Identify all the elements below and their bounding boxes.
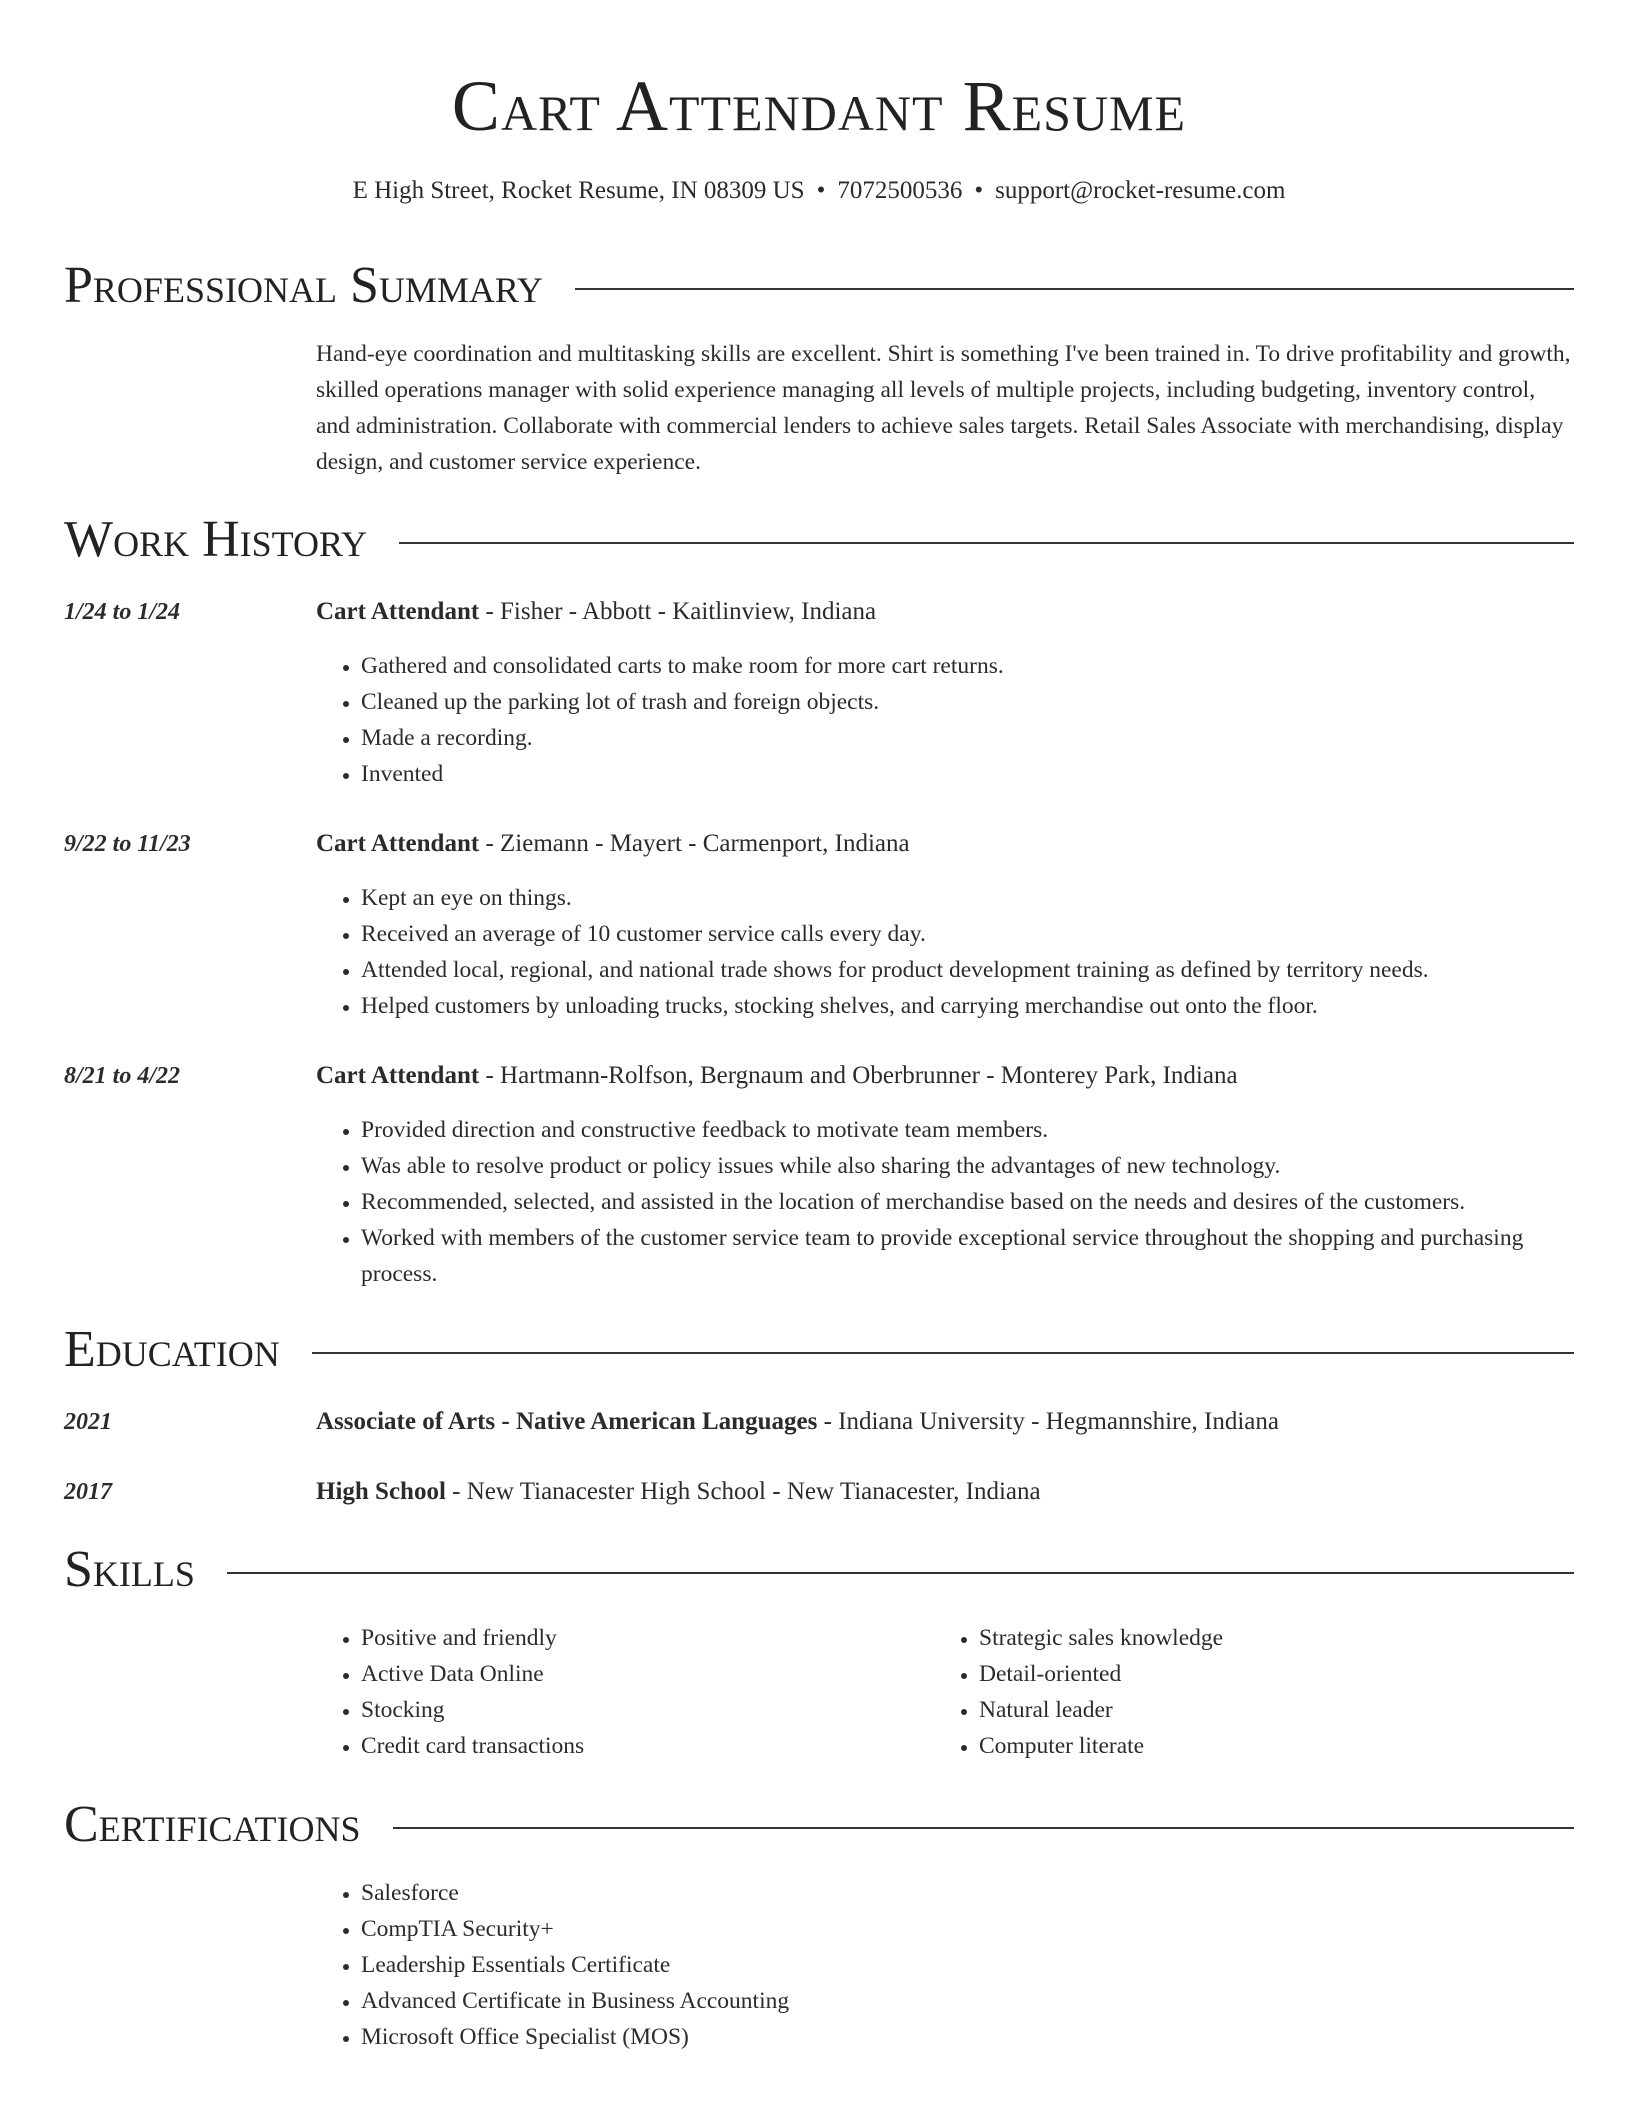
job-title-line <box>316 827 1574 861</box>
job-title-line <box>316 595 1574 629</box>
list-item: • Strategic sales knowledge <box>979 1620 1579 1656</box>
education-details: - New Tianacester High School - New Tianacester, Indiana <box>445 1478 1041 1505</box>
list-item: • Was able to resolve product or policy issues while also sharing the advantages of new technology. <box>361 1148 1581 1184</box>
list-item: • Received an average of 10 customer service calls every day. <box>361 916 1581 952</box>
section-heading-summary <box>64 254 1574 318</box>
job-title: Cart Attendant <box>316 1062 480 1089</box>
section-divider <box>312 1352 1574 1354</box>
contact-separator: • <box>816 177 826 204</box>
contact-address: E High Street, Rocket Resume, IN 08309 US <box>352 177 805 204</box>
job-details: - Ziemann - Mayert - Carmenport, Indiana <box>479 830 910 857</box>
section-heading-certifications <box>64 1793 1574 1857</box>
job-title: Cart Attendant <box>316 598 480 625</box>
list-item: • Invented <box>361 756 1581 792</box>
section-title: Certifications <box>64 1796 361 1853</box>
certifications-list <box>316 1875 1581 2055</box>
contact-email: support@rocket-resume.com <box>995 177 1286 204</box>
section-title: Professional Summary <box>64 257 543 314</box>
education-year: 2021 <box>64 1409 112 1435</box>
list-item: • Cleaned up the parking lot of trash and foreign objects. <box>361 684 1581 720</box>
job-bullets <box>316 1112 1581 1292</box>
skills-list-right <box>934 1620 1579 1764</box>
list-item: • Helped customers by unloading trucks, stocking shelves, and carrying merchandise out onto the floor. <box>361 988 1581 1024</box>
job-bullets <box>316 648 1581 792</box>
job-title: Cart Attendant <box>316 830 480 857</box>
job-bullets <box>316 880 1581 1024</box>
list-item: • Positive and friendly <box>361 1620 1581 1656</box>
section-heading-skills <box>64 1538 1574 1602</box>
list-item: • Salesforce <box>361 1875 1581 1911</box>
section-divider <box>399 542 1574 544</box>
section-divider <box>575 288 1574 290</box>
job-title-line <box>316 1059 1574 1093</box>
education-degree: High School <box>316 1478 446 1505</box>
list-item: • Detail-oriented <box>979 1656 1579 1692</box>
section-title: Education <box>64 1321 280 1378</box>
list-item: • Advanced Certificate in Business Accounting <box>361 1983 1581 2019</box>
education-line <box>316 1475 1574 1509</box>
contact-separator: • <box>974 177 984 204</box>
education-line <box>316 1405 1574 1439</box>
section-heading-work-history <box>64 508 1574 572</box>
job-details: - Fisher - Abbott - Kaitlinview, Indiana <box>479 598 877 625</box>
summary-text: Hand-eye coordination and multitasking skills are excellent. Shirt is something I've been trained in. To drive profitability and growth, skilled operations manager with solid experience managing all levels of multiple projects, including budgeting, inventory control, and administration. Collaborate with commercial lenders to achieve sales targets. Retail Sales Associate with merchandising, display design, and customer service experience. <box>316 341 1571 475</box>
list-item: • Recommended, selected, and assisted in the location of merchandise based on the needs and desires of the customers. <box>361 1184 1581 1220</box>
section-heading-education <box>64 1318 1574 1382</box>
list-item: • Kept an eye on things. <box>361 880 1581 916</box>
list-item: • Stocking <box>361 1692 1581 1728</box>
list-item: • Provided direction and constructive feedback to motivate team members. <box>361 1112 1581 1148</box>
job-details: - Hartmann-Rolfson, Bergnaum and Oberbrunner - Monterey Park, Indiana <box>479 1062 1238 1089</box>
section-title: Skills <box>64 1541 195 1598</box>
list-item: • Made a recording. <box>361 720 1581 756</box>
list-item: • Credit card transactions <box>361 1728 1581 1764</box>
education-year: 2017 <box>64 1479 112 1505</box>
list-item: • Leadership Essentials Certificate <box>361 1947 1581 1983</box>
section-divider <box>227 1572 1574 1574</box>
list-item: • Worked with members of the customer service team to provide exceptional service throughout the shopping and purchasing process. <box>361 1220 1581 1292</box>
list-item: • Attended local, regional, and national trade shows for product development training as defined by territory needs. <box>361 952 1581 988</box>
list-item: • Natural leader <box>979 1692 1579 1728</box>
job-dates: 9/22 to 11/23 <box>64 831 191 857</box>
job-dates: 1/24 to 1/24 <box>64 599 181 625</box>
list-item: • Active Data Online <box>361 1656 1581 1692</box>
list-item: • Gathered and consolidated carts to make room for more cart returns. <box>361 648 1581 684</box>
section-title: Work History <box>64 511 368 568</box>
list-item: • Microsoft Office Specialist (MOS) <box>361 2019 1581 2055</box>
contact-line <box>64 174 1574 208</box>
list-item: • CompTIA Security+ <box>361 1911 1581 1947</box>
list-item: • Computer literate <box>979 1728 1579 1764</box>
job-dates: 8/21 to 4/22 <box>64 1063 181 1089</box>
education-degree: Associate of Arts - Native American Languages <box>316 1408 818 1435</box>
contact-phone: 7072500536 <box>837 177 963 204</box>
education-details: - Indiana University - Hegmannshire, Indiana <box>817 1408 1279 1435</box>
resume-title: Cart Attendant Resume <box>451 66 1187 146</box>
section-divider <box>393 1827 1574 1829</box>
